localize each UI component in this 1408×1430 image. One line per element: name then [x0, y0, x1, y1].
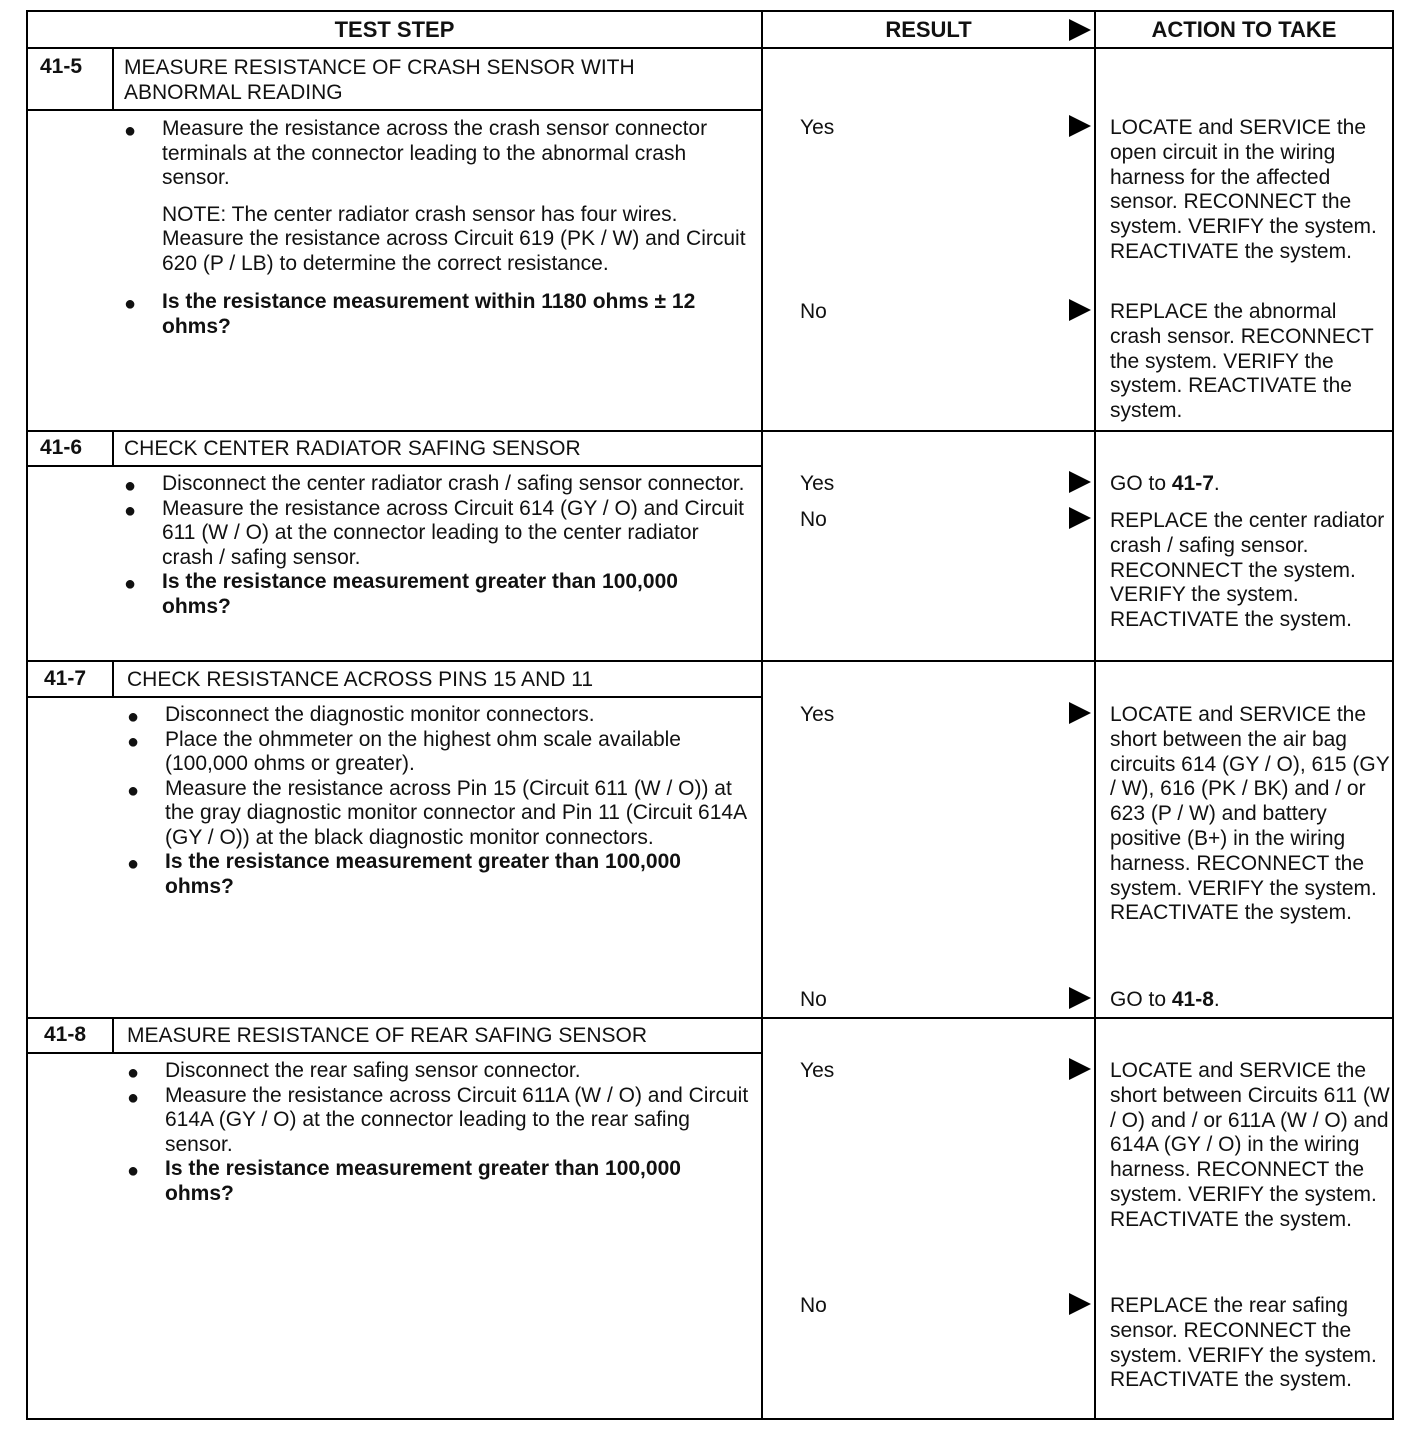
instruction-text: Measure the resistance across Circuit 611A (W / O) and Circuit 614A (GY / O) at the connector leading to the rear safing sensor.	[165, 1083, 749, 1156]
action-yes: LOCATE and SERVICE the short between Circuits 611 (W / O) and / or 611A (W / O) and 614A (GY / O) in the wiring harness. RECONNECT the system. VERIFY the system. REACTIVATE the system.	[1110, 1059, 1390, 1231]
bullet-icon: ●	[127, 730, 140, 753]
step-title-line: MEASURE RESISTANCE OF CRASH SENSOR WITH	[124, 56, 635, 79]
column-divider	[761, 12, 763, 1418]
instruction-text: Measure the resistance across Circuit 614 (GY / O) and Circuit 611 (W / O) at the connector leading to the center radiator crash / safing sensor.	[162, 496, 745, 569]
instruction-text: Measure the resistance across Pin 15 (Circuit 611 (W / O)) at the gray diagnostic monitor connector and Pin 11 (Circuit 614A (GY / O)) at the black diagnostic monitor connectors.	[165, 776, 746, 849]
action-yes: LOCATE and SERVICE the short between the air bag circuits 614 (GY / O), 615 (GY / W), 616 (PK / BK) and / or 623 (P / W) and battery positive (B+) in the wiring harness. RECONNECT the system. VERIFY the system. REACTIVATE the system.	[1110, 703, 1390, 925]
column-divider	[1094, 12, 1096, 1418]
result-no: No	[800, 1294, 827, 1317]
arrow-icon	[1069, 507, 1091, 529]
result-no: No	[800, 508, 827, 531]
bullet-icon: ●	[124, 499, 137, 522]
step-title: CHECK CENTER RADIATOR SAFING SENSOR	[124, 437, 581, 460]
action-text: GO to	[1110, 988, 1172, 1011]
bullet-icon: ●	[124, 120, 137, 142]
step-number: 41-6	[40, 436, 83, 459]
step-title-underline	[114, 1052, 761, 1054]
test-step-table	[26, 10, 1394, 1420]
step-title: MEASURE RESISTANCE OF REAR SAFING SENSOR	[127, 1024, 648, 1047]
step-body	[122, 117, 747, 339]
action-no: REPLACE the center radiator crash / safing sensor. RECONNECT the system. VERIFY the system. REACTIVATE the system.	[1110, 509, 1385, 632]
step-title-underline	[114, 109, 761, 111]
instruction-text: Disconnect the diagnostic monitor connectors.	[165, 703, 595, 726]
action-no: REPLACE the abnormal crash sensor. RECONNECT the system. VERIFY the system. REACTIVATE the system.	[1110, 300, 1374, 423]
question-text: Is the resistance measurement greater than 100,000 ohms?	[165, 1157, 681, 1205]
note-text: NOTE: The center radiator crash sensor has four wires. Measure the resistance across Circuit 619 (PK / W) and Circuit 620 (P / LB) to determine the correct resistance.	[162, 202, 746, 275]
step-reference-link[interactable]: 41-7	[1171, 472, 1214, 495]
question-text: Is the resistance measurement within 1180 ohms ± 12 ohms?	[162, 290, 696, 338]
header-divider	[28, 47, 1392, 49]
instruction-text: Place the ohmmeter on the highest ohm scale available (100,000 ohms or greater).	[165, 727, 681, 775]
list-item	[125, 1084, 750, 1158]
action-text: .	[1213, 472, 1220, 495]
instruction-text: Disconnect the rear safing sensor connector.	[165, 1059, 581, 1082]
bullet-icon: ●	[124, 475, 137, 497]
result-yes: Yes	[800, 1059, 835, 1082]
action-no: REPLACE the rear safing sensor. RECONNECT the system. VERIFY the system. REACTIVATE the system.	[1110, 1294, 1377, 1392]
result-yes: Yes	[800, 472, 835, 495]
list-item	[125, 777, 750, 851]
action-yes: LOCATE and SERVICE the open circuit in the wiring harness for the affected sensor. RECONNECT the system. VERIFY the system. REACTIVATE the system.	[1110, 116, 1377, 263]
step-title-line: ABNORMAL READING	[124, 81, 343, 104]
step-title	[124, 55, 754, 105]
header-result: RESULT	[885, 17, 972, 42]
step-body	[125, 1059, 750, 1206]
arrow-icon	[1069, 1293, 1091, 1315]
question-text: Is the resistance measurement greater than 100,000 ohms?	[165, 850, 681, 898]
list-item	[122, 117, 747, 191]
row-divider	[28, 430, 1392, 432]
instruction-text: Disconnect the center radiator crash / safing sensor connector.	[162, 472, 745, 495]
step-body	[125, 703, 750, 899]
step-body	[122, 472, 747, 619]
list-item	[125, 703, 750, 728]
step-title: CHECK RESISTANCE ACROSS PINS 15 AND 11	[127, 668, 594, 691]
bullet-icon: ●	[127, 1160, 140, 1182]
header-action: ACTION TO TAKE	[1151, 17, 1337, 42]
step-number: 41-7	[44, 667, 87, 690]
result-no: No	[800, 300, 827, 323]
step-title-underline	[114, 465, 761, 467]
action-text: GO to	[1110, 472, 1172, 495]
list-item	[122, 290, 747, 339]
arrow-icon	[1069, 987, 1091, 1009]
header-test-step: TEST STEP	[334, 17, 455, 42]
header-arrow-icon	[1069, 19, 1091, 41]
bullet-icon: ●	[127, 853, 140, 875]
bullet-icon: ●	[124, 293, 137, 315]
list-item	[125, 728, 750, 777]
list-item	[122, 497, 747, 571]
bullet-icon: ●	[127, 779, 140, 802]
step-reference-link[interactable]: 41-8	[1171, 988, 1214, 1011]
arrow-icon	[1069, 471, 1091, 493]
arrow-icon	[1069, 299, 1091, 321]
step-title-underline	[114, 696, 761, 698]
list-item	[125, 1157, 750, 1206]
bullet-icon: ●	[127, 706, 140, 728]
result-yes: Yes	[800, 116, 835, 139]
result-yes: Yes	[800, 703, 835, 726]
list-item	[125, 1059, 750, 1084]
list-item	[122, 472, 747, 497]
bullet-icon: ●	[127, 1062, 140, 1084]
row-divider	[28, 1017, 1392, 1019]
list-item	[125, 850, 750, 899]
arrow-icon	[1069, 702, 1091, 724]
instruction-text: Measure the resistance across the crash sensor connector terminals at the connector leading to the abnormal crash sensor.	[162, 117, 708, 189]
question-text: Is the resistance measurement greater than 100,000 ohms?	[162, 570, 678, 618]
bullet-icon: ●	[124, 573, 137, 595]
action-yes	[1110, 472, 1390, 497]
action-text: .	[1213, 988, 1220, 1011]
action-no	[1110, 988, 1390, 1013]
step-number: 41-5	[40, 55, 83, 78]
list-item	[122, 570, 747, 619]
row-divider	[28, 660, 1392, 662]
arrow-icon	[1069, 1058, 1091, 1080]
arrow-icon	[1069, 115, 1091, 137]
bullet-icon: ●	[127, 1086, 140, 1109]
result-no: No	[800, 988, 827, 1011]
step-number: 41-8	[44, 1023, 87, 1046]
